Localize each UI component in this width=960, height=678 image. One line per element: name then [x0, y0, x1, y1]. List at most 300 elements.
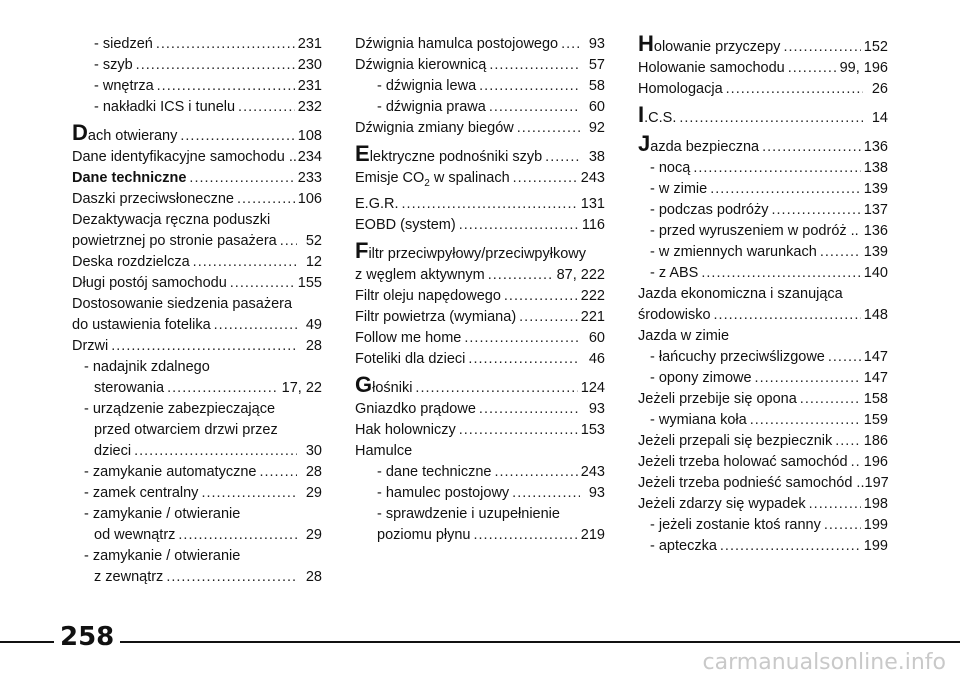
entry-text: Foteliki dla dzieci — [355, 350, 466, 367]
entry-text: Gniazdko prądowe — [355, 400, 476, 417]
page-ref: 29 — [305, 485, 322, 501]
page-ref: 26 — [871, 81, 888, 97]
leader-dots — [230, 273, 295, 294]
index-entry — [355, 168, 605, 194]
page-ref: 93 — [588, 484, 605, 501]
entry-text: Jazda ekonomiczna i szanująca — [638, 286, 843, 302]
index-entry-line — [638, 200, 888, 221]
index-entry — [355, 97, 605, 118]
index-entry-line — [355, 215, 605, 236]
leader-dots — [111, 336, 297, 357]
entry-text: Daszki przeciwsłoneczne — [72, 191, 234, 207]
leader-dots — [238, 97, 295, 118]
leader-dots — [762, 137, 861, 158]
index-entry-line — [638, 158, 888, 179]
leader-dots — [134, 441, 297, 462]
index-entry-line — [72, 273, 322, 294]
index-entry — [72, 120, 322, 147]
page-ref: 231 — [297, 36, 322, 52]
entry-text: - wymiana koła — [650, 412, 747, 428]
leader-dots — [851, 452, 861, 473]
entry-text: Dźwignia kierownicą — [355, 57, 487, 73]
entry-text: Jeżeli przebije się opona — [638, 391, 797, 407]
index-entry — [638, 368, 888, 389]
page-ref: 46 — [588, 350, 605, 367]
entry-text: Deska rozdzielcza — [72, 254, 190, 270]
page-ref: 243 — [580, 463, 605, 480]
index-entry — [638, 284, 888, 326]
index-entry — [72, 34, 322, 55]
index-entry — [355, 194, 605, 215]
index-entry — [638, 200, 888, 221]
leader-dots — [504, 286, 578, 307]
leader-dots — [788, 58, 837, 79]
index-entry — [355, 141, 605, 168]
index-entry-line — [355, 34, 605, 55]
entry-text: Jeżeli zdarzy się wypadek — [638, 496, 806, 512]
entry-text: Dane identyfikacyjne samochodu .. — [72, 149, 297, 165]
index-column-2 — [355, 34, 605, 546]
leader-dots — [519, 307, 578, 328]
entry-text: - siedzeń — [94, 36, 153, 52]
page-ref: 60 — [588, 329, 605, 346]
entry-text: Dźwignia zmiany biegów — [355, 120, 514, 136]
index-entry-line — [355, 462, 605, 483]
index-entry-line — [72, 147, 322, 168]
index-entry — [355, 420, 605, 441]
entry-text: EOBD (system) — [355, 216, 456, 233]
page-ref: 38 — [588, 149, 605, 165]
entry-text: powietrznej po stronie pasażera — [72, 233, 277, 249]
index-entry-line — [355, 525, 605, 546]
index-entry-line — [638, 368, 888, 389]
entry-text: - sprawdzenie i uzupełnienie — [377, 505, 560, 522]
entry-text: poziomu płynu — [377, 526, 471, 543]
entry-text: sterowania — [94, 380, 165, 396]
leader-dots — [415, 378, 577, 399]
page-ref: 14 — [871, 110, 888, 126]
leader-dots — [710, 179, 861, 200]
entry-text: Drzwi — [72, 338, 109, 354]
page-ref: 131 — [580, 195, 605, 212]
leader-dots — [193, 252, 297, 273]
entry-text: - dane techniczne — [377, 463, 492, 480]
entry-text: przed otwarciem drzwi przez — [94, 422, 278, 438]
page-ref: 137 — [863, 202, 888, 218]
leader-dots — [157, 76, 295, 97]
index-entry — [72, 483, 322, 504]
entry-text: Hak holowniczy — [355, 421, 456, 438]
index-entry-line — [638, 410, 888, 431]
index-entry-line — [638, 58, 888, 79]
index-entry — [638, 536, 888, 557]
index-entry-line — [355, 441, 605, 462]
page-ref: 199 — [863, 538, 888, 554]
index-entry — [72, 252, 322, 273]
page-ref: 108 — [297, 128, 322, 144]
index-entry — [638, 221, 888, 242]
index-entry-line — [72, 399, 322, 420]
index-entry-line — [72, 483, 322, 504]
leader-dots — [512, 483, 580, 504]
entry-text: - wnętrza — [94, 78, 154, 94]
leader-dots — [828, 347, 861, 368]
entry-initial: F — [355, 237, 369, 263]
index-entry — [638, 494, 888, 515]
leader-dots — [189, 168, 294, 189]
entry-text: - podczas podróży — [650, 202, 769, 218]
entry-text: Długi postój samochodu — [72, 275, 227, 291]
page-ref: 219 — [580, 526, 605, 543]
leader-dots — [180, 126, 294, 147]
index-column-1 — [72, 34, 322, 588]
entry-text: - zamykanie / otwieranie — [84, 506, 241, 522]
leader-dots — [783, 37, 860, 58]
entry-text: - dźwignia prawa — [377, 99, 486, 115]
index-entry — [355, 349, 605, 370]
leader-dots — [693, 158, 860, 179]
entry-text: Dezaktywacja ręczna poduszki — [72, 212, 271, 228]
entry-text: - nadajnik zdalnego — [84, 359, 210, 375]
leader-dots — [479, 399, 580, 420]
page-ref: 52 — [305, 233, 322, 249]
leader-dots — [178, 525, 297, 546]
index-entry — [355, 237, 605, 286]
page-ref: 234 — [297, 149, 322, 165]
entry-text: Dostosowanie siedzenia pasażera — [72, 296, 293, 312]
entry-text: Dane techniczne — [72, 170, 187, 186]
index-entry-line — [72, 97, 322, 118]
index-entry-line — [638, 179, 888, 200]
index-entry — [638, 179, 888, 200]
leader-dots — [488, 265, 554, 286]
index-entry — [355, 215, 605, 236]
index-entry-line — [638, 326, 888, 347]
entry-text: - zamek centralny — [84, 485, 199, 501]
entry-text: Głośniki — [355, 371, 413, 397]
page-ref: 136 — [863, 139, 888, 155]
index-entry-line — [72, 420, 322, 441]
entry-text: - szyb — [94, 57, 133, 73]
index-entry-line — [72, 120, 322, 147]
index-entry-line — [355, 194, 605, 215]
leader-dots — [824, 515, 861, 536]
page-ref: 12 — [305, 254, 322, 270]
index-entry — [638, 452, 888, 473]
index-entry-line — [355, 237, 605, 265]
page-ref: 155 — [297, 275, 322, 291]
leader-dots — [517, 118, 580, 139]
leader-dots — [494, 462, 577, 483]
page-ref: 233 — [297, 170, 322, 186]
page-ref: 232 — [297, 99, 322, 115]
index-entry — [638, 79, 888, 100]
leader-dots — [720, 536, 861, 557]
index-entry-line — [355, 399, 605, 420]
index-entry — [355, 307, 605, 328]
index-entry-line — [355, 286, 605, 307]
index-entry — [638, 102, 888, 129]
entry-text: E.G.R. — [355, 195, 399, 212]
leader-dots — [750, 410, 861, 431]
page-ref: 99, 196 — [839, 60, 888, 76]
index-entry — [355, 55, 605, 76]
entry-text: Filtr przeciwpyłowy/przeciwpyłkowy — [355, 237, 587, 263]
page-ref: 60 — [588, 99, 605, 115]
index-entry-line — [638, 389, 888, 410]
index-entry — [72, 168, 322, 189]
page-ref: 17, 22 — [281, 380, 322, 396]
page-ref: 28 — [305, 338, 322, 354]
leader-dots — [237, 189, 295, 210]
leader-dots — [479, 76, 580, 97]
entry-text: Dach otwierany — [72, 120, 178, 145]
entry-text: Jazda bezpieczna — [638, 131, 760, 156]
entry-initial: H — [638, 31, 654, 56]
page-ref: 152 — [863, 39, 888, 55]
index-entry-line — [638, 452, 888, 473]
index-entry-line — [638, 221, 888, 242]
index-column-3 — [638, 31, 889, 557]
entry-text: do ustawienia fotelika — [72, 317, 211, 333]
index-entry-line — [72, 315, 322, 336]
entry-text: z węglem aktywnym — [355, 266, 485, 283]
entry-text: Jeżeli trzeba podnieść samochód .. — [638, 475, 865, 491]
index-entry — [638, 389, 888, 410]
leader-dots — [259, 462, 297, 483]
page-ref: 158 — [863, 391, 888, 407]
index-entry — [72, 546, 322, 588]
entry-initial: G — [355, 371, 373, 397]
index-entry — [638, 431, 888, 452]
page-ref: 221 — [580, 308, 605, 325]
leader-dots — [459, 420, 578, 441]
entry-text: Holowanie samochodu — [638, 60, 785, 76]
page-ref: 93 — [588, 36, 605, 52]
page-ref: 197 — [864, 475, 889, 491]
entry-text: Filtr powietrza (wymiana) — [355, 308, 517, 325]
index-entry-line — [72, 252, 322, 273]
index-entry — [355, 76, 605, 97]
leader-dots — [835, 431, 861, 452]
entry-text: - w zimie — [650, 181, 708, 197]
leader-dots — [201, 483, 297, 504]
watermark: carmanualsonline.info — [702, 650, 946, 675]
index-entry-line — [72, 357, 322, 378]
page-ref: 87, 222 — [556, 266, 605, 283]
index-entry-line — [355, 141, 605, 168]
entry-text: Filtr oleju napędowego — [355, 287, 501, 304]
index-entry — [72, 399, 322, 462]
leader-dots — [468, 349, 580, 370]
index-entry — [638, 473, 888, 494]
leader-dots — [166, 567, 297, 588]
index-entry — [638, 326, 888, 347]
leader-dots — [474, 525, 578, 546]
entry-text: Hamulce — [355, 442, 413, 459]
page-ref: 138 — [863, 160, 888, 176]
footer-rule — [0, 641, 960, 643]
index-entry — [72, 210, 322, 252]
page-ref: 57 — [588, 57, 605, 73]
leader-dots — [167, 378, 279, 399]
page-ref: 222 — [580, 287, 605, 304]
entry-initial: D — [72, 120, 88, 145]
index-entry-line — [638, 79, 888, 100]
entry-text: Dźwignia hamulca postojowego — [355, 36, 559, 52]
page-ref: 29 — [305, 527, 322, 543]
entry-text: - zamykanie automatyczne — [84, 464, 257, 480]
entry-text: - opony zimowe — [650, 370, 752, 386]
index-entry — [72, 97, 322, 118]
index-entry — [355, 118, 605, 139]
page-ref: 93 — [588, 400, 605, 417]
index-entry — [355, 462, 605, 483]
index-entry — [355, 328, 605, 349]
page-ref: 198 — [863, 496, 888, 512]
index-entry-line — [72, 504, 322, 525]
page-ref: 49 — [305, 317, 322, 333]
leader-dots — [489, 55, 580, 76]
page-ref: 58 — [588, 78, 605, 94]
leader-dots — [513, 168, 578, 189]
index-entry-line — [638, 263, 888, 284]
page-ref: 147 — [863, 370, 888, 386]
entry-text: Jeżeli trzeba holować samochód — [638, 454, 848, 470]
index-entry-line — [355, 307, 605, 328]
entry-text: - nocą — [650, 160, 691, 176]
index-entry — [355, 483, 605, 504]
index-entry — [638, 158, 888, 179]
leader-dots — [679, 108, 863, 129]
index-entry — [72, 336, 322, 357]
page-ref: 139 — [863, 244, 888, 260]
index-entry-line — [72, 378, 322, 399]
page-ref: 231 — [297, 78, 322, 94]
index-entry-line — [355, 328, 605, 349]
entry-text: dzieci — [94, 443, 132, 459]
index-entry-line — [355, 265, 605, 286]
entry-text: - łańcuchy przeciwślizgowe — [650, 349, 825, 365]
entry-initial: J — [638, 131, 651, 156]
entry-text: Follow me home — [355, 329, 462, 346]
page-ref: 230 — [297, 57, 322, 73]
entry-text: - zamykanie / otwieranie — [84, 548, 241, 564]
index-entry-line — [72, 336, 322, 357]
entry-text: - apteczka — [650, 538, 717, 554]
leader-dots — [214, 315, 297, 336]
page-ref: 106 — [297, 191, 322, 207]
index-entry-line — [638, 494, 888, 515]
index-entry-line — [638, 131, 888, 158]
index-entry — [638, 347, 888, 368]
index-entry-line — [72, 168, 322, 189]
index-entry — [355, 399, 605, 420]
leader-dots — [489, 97, 580, 118]
index-entry-line — [72, 34, 322, 55]
page-ref: 243 — [580, 170, 605, 186]
entry-initial: E — [355, 141, 370, 166]
index-entry-line — [72, 294, 322, 315]
page-ref: 159 — [863, 412, 888, 428]
entry-text: środowisko — [638, 307, 711, 323]
index-entry-line — [355, 76, 605, 97]
index-entry-line — [72, 76, 322, 97]
index-entry-line — [638, 347, 888, 368]
page-ref: 153 — [580, 421, 605, 438]
leader-dots — [771, 200, 860, 221]
leader-dots — [402, 194, 578, 215]
entry-text: Jeżeli przepali się bezpiecznik — [638, 433, 833, 449]
page-ref: 139 — [863, 181, 888, 197]
page-ref: 116 — [581, 216, 605, 233]
entry-text: - z ABS — [650, 265, 699, 281]
index-entry-line — [638, 515, 888, 536]
index-entry-line — [638, 242, 888, 263]
index-entry — [72, 76, 322, 97]
page-ref: 186 — [863, 433, 888, 449]
leader-dots — [726, 79, 863, 100]
index-entry-line — [355, 97, 605, 118]
index-entry-line — [72, 210, 322, 231]
index-entry — [638, 410, 888, 431]
leader-dots — [755, 368, 861, 389]
index-entry — [355, 441, 605, 462]
leader-dots — [136, 55, 295, 76]
index-entry-line — [355, 504, 605, 525]
entry-text: Homologacja — [638, 81, 723, 97]
leader-dots — [156, 34, 295, 55]
entry-text: - nakładki ICS i tunelu — [94, 99, 236, 115]
index-entry-line — [72, 55, 322, 76]
index-entry-line — [638, 473, 888, 494]
leader-dots — [701, 263, 860, 284]
page-ref: 92 — [588, 120, 605, 136]
index-entry-line — [72, 189, 322, 210]
index-entry-line — [638, 102, 888, 129]
leader-dots — [820, 242, 861, 263]
entry-text: - w zmiennych warunkach — [650, 244, 817, 260]
entry-text: od wewnątrz — [94, 527, 176, 543]
entry-text: Holowanie przyczepy — [638, 31, 781, 56]
index-entry — [638, 242, 888, 263]
index-entry — [72, 273, 322, 294]
index-entry-line — [72, 231, 322, 252]
index-entry — [638, 131, 888, 158]
index-entry — [638, 31, 888, 58]
page-ref: 148 — [863, 307, 888, 323]
index-entry — [72, 294, 322, 336]
index-entry-line — [72, 525, 322, 546]
entry-text: Elektryczne podnośniki szyb — [355, 141, 543, 166]
leader-dots — [459, 215, 579, 236]
index-entry-line — [355, 168, 605, 194]
index-entry-line — [638, 284, 888, 305]
page-ref: 196 — [863, 454, 888, 470]
page-ref: 28 — [305, 464, 322, 480]
index-entry-line — [72, 462, 322, 483]
leader-dots — [280, 231, 297, 252]
index-entry-line — [72, 441, 322, 462]
entry-text: Jazda w zimie — [638, 328, 730, 344]
entry-text: Emisje $CO_2$ w spalinach — [355, 170, 510, 189]
index-entry-line — [355, 349, 605, 370]
page-ref: 136 — [863, 223, 888, 239]
leader-dots — [561, 34, 580, 55]
page-ref: 147 — [863, 349, 888, 365]
index-entry — [355, 504, 605, 546]
leader-dots — [800, 389, 861, 410]
